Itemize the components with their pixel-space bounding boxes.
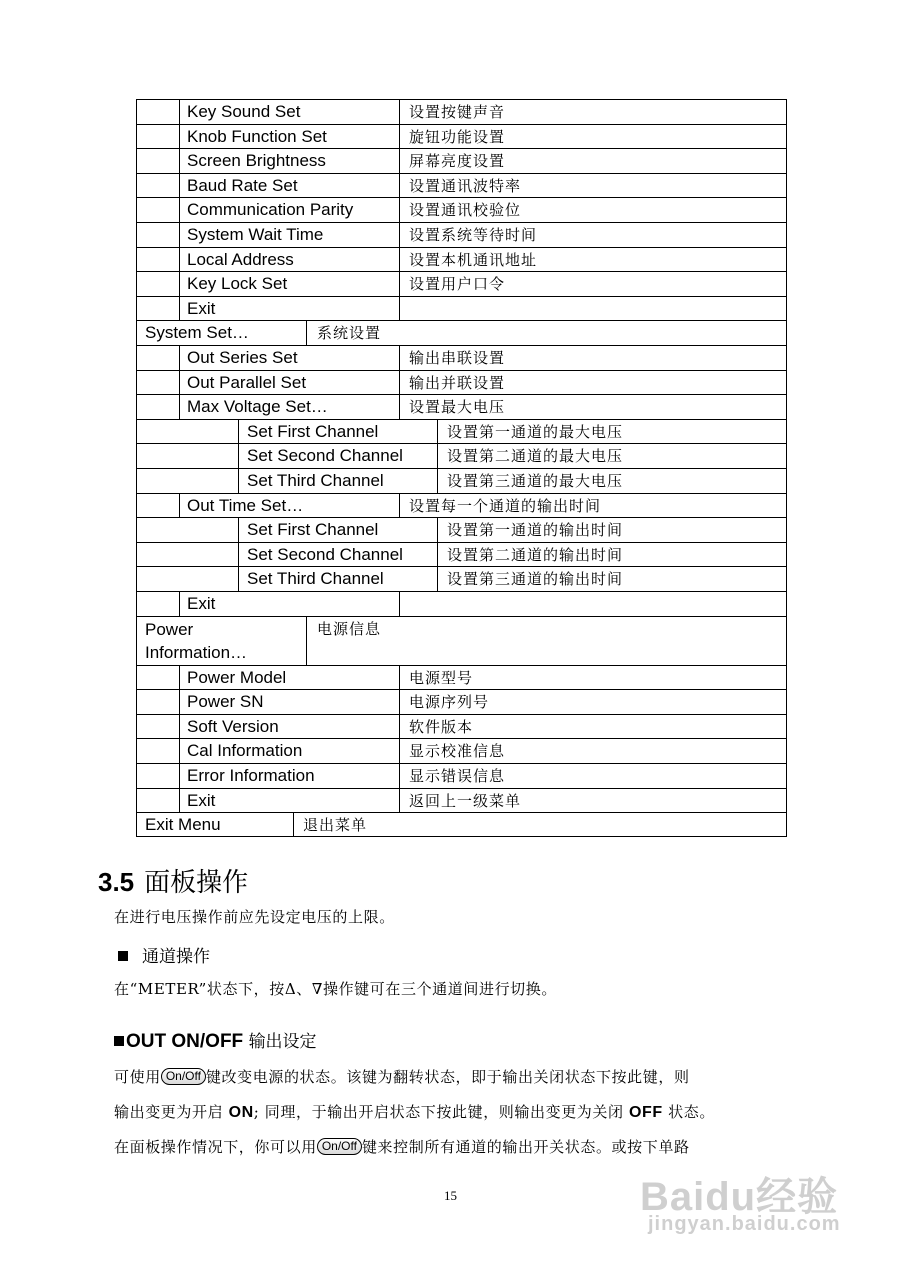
watermark-logo: Baidu经验 <box>640 1175 839 1219</box>
table-row <box>136 222 787 247</box>
menu-item-en: Screen Brightness <box>187 151 326 171</box>
menu-item-zh: 设置通讯校验位 <box>409 201 522 220</box>
menu-item-zh: 设置第三通道的最大电压 <box>447 472 624 490</box>
column-divider <box>399 764 400 788</box>
column-divider <box>399 248 400 272</box>
column-divider <box>399 371 400 395</box>
menu-item-en: Set First Channel <box>247 520 379 540</box>
menu-item-en: Set Third Channel <box>247 569 384 589</box>
table-row <box>136 148 787 173</box>
menu-item-zh: 设置本机通讯地址 <box>409 250 538 269</box>
table-row <box>136 247 787 272</box>
menu-item-en: Power Information… <box>145 619 248 662</box>
bullet-square-icon <box>114 1036 124 1046</box>
menu-item-en: Out Series Set <box>187 348 298 367</box>
column-divider <box>399 494 400 518</box>
menu-item-zh: 设置每一个通道的输出时间 <box>409 496 602 515</box>
menu-item-zh: 设置按键声音 <box>409 103 506 121</box>
table-row <box>136 296 787 321</box>
menu-item-en: Out Time Set… <box>187 495 304 515</box>
table-row <box>136 665 787 690</box>
menu-item-zh: 旋钮功能设置 <box>409 127 506 146</box>
table-row <box>136 468 787 493</box>
menu-item-zh: 输出串联设置 <box>409 349 506 367</box>
column-divider <box>306 321 307 345</box>
menu-item-zh: 电源信息 <box>317 619 382 638</box>
column-divider <box>437 543 438 567</box>
table-row <box>136 197 787 222</box>
watermark-url: jingyan.baidu.com <box>648 1213 841 1235</box>
page-number: 15 <box>444 1188 457 1203</box>
menu-item-zh: 设置第二通道的最大电压 <box>447 447 624 466</box>
table-row <box>136 173 787 198</box>
menu-item-en: Knob Function Set <box>187 126 327 146</box>
table-row <box>136 517 787 542</box>
menu-item-en: Power Model <box>187 667 287 687</box>
column-divider <box>238 543 239 567</box>
table-row <box>136 271 787 296</box>
column-divider <box>179 739 180 763</box>
menu-item-en: Exit <box>187 298 216 318</box>
menu-item-zh: 屏幕亮度设置 <box>409 152 506 171</box>
menu-item-en: Key Lock Set <box>187 274 288 294</box>
column-divider <box>399 715 400 739</box>
menu-item-en: Out Parallel Set <box>187 372 307 392</box>
menu-item-en: Cal Information <box>187 741 303 761</box>
channel-text: 在“METER”状态下，按Δ、∇操作键可在三个通道间进行切换。 <box>114 980 557 998</box>
column-divider <box>437 469 438 493</box>
on-off-key-icon: On/Off <box>317 1138 362 1155</box>
menu-item-zh: 电源序列号 <box>409 693 490 712</box>
menu-item-zh: 设置第一通道的输出时间 <box>447 521 624 540</box>
menu-item-zh: 设置最大电压 <box>409 398 506 417</box>
menu-item-zh: 设置第二通道的输出时间 <box>447 545 624 564</box>
bullet-square-icon <box>118 951 128 961</box>
column-divider <box>179 149 180 173</box>
channel-heading: 通道操作 <box>118 942 210 967</box>
column-divider <box>179 223 180 247</box>
column-divider <box>399 395 400 419</box>
menu-item-en: System Wait Time <box>187 225 324 244</box>
column-divider <box>399 739 400 763</box>
paragraph-line-3: 在面板操作情况下，你可以用 On/Off 键来控制所有通道的输出开关状态。或按下单路 <box>114 1138 690 1156</box>
column-divider <box>179 764 180 788</box>
column-divider <box>179 789 180 813</box>
menu-item-en: Set Second Channel <box>247 446 403 466</box>
table-row <box>136 493 787 518</box>
column-divider <box>399 272 400 296</box>
menu-item-en: Set Third Channel <box>247 471 384 490</box>
table-row <box>136 591 787 616</box>
paragraph-line-2: 输出变更为开启 ON; 同理，于输出开启状态下按此键，则输出变更为关闭 OFF 状态。 <box>114 1103 715 1121</box>
section-heading: 3.5 面板操作 <box>98 867 249 898</box>
column-divider <box>179 592 180 616</box>
column-divider <box>437 444 438 468</box>
table-row <box>136 345 787 370</box>
menu-item-en: Key Sound Set <box>187 102 301 121</box>
column-divider <box>437 518 438 542</box>
menu-item-en: Baud Rate Set <box>187 175 298 195</box>
menu-item-zh: 输出并联设置 <box>409 373 506 392</box>
column-divider <box>399 174 400 198</box>
menu-item-zh: 系统设置 <box>317 324 382 343</box>
menu-item-en: Soft Version <box>187 716 279 736</box>
table-row <box>136 370 787 395</box>
column-divider <box>238 518 239 542</box>
column-divider <box>399 149 400 173</box>
menu-item-zh: 设置系统等待时间 <box>409 226 538 244</box>
menu-item-en: System Set… <box>145 323 249 343</box>
menu-item-zh: 设置通讯波特率 <box>409 176 522 195</box>
column-divider <box>179 715 180 739</box>
column-divider <box>238 469 239 493</box>
table-row <box>136 443 787 468</box>
column-divider <box>179 690 180 714</box>
column-divider <box>179 198 180 222</box>
menu-item-en: Set Second Channel <box>247 544 403 564</box>
table-row <box>136 542 787 567</box>
column-divider <box>399 198 400 222</box>
column-divider <box>179 174 180 198</box>
menu-item-en: Exit <box>187 790 216 810</box>
column-divider <box>238 567 239 591</box>
column-divider <box>179 494 180 518</box>
table-row <box>136 763 787 788</box>
menu-item-zh: 设置第一通道的最大电压 <box>447 422 624 441</box>
table-row <box>136 689 787 714</box>
column-divider <box>179 395 180 419</box>
menu-item-en: Exit Menu <box>145 815 221 835</box>
column-divider <box>399 346 400 370</box>
column-divider <box>179 100 180 124</box>
column-divider <box>238 420 239 444</box>
column-divider <box>399 125 400 149</box>
table-row <box>136 320 787 345</box>
column-divider <box>179 346 180 370</box>
menu-item-en: Power SN <box>187 692 264 712</box>
column-divider <box>399 690 400 714</box>
table-row <box>136 99 787 124</box>
table-row <box>136 788 787 813</box>
column-divider <box>399 789 400 813</box>
column-divider <box>399 100 400 124</box>
column-divider <box>179 371 180 395</box>
menu-item-en: Exit <box>187 594 216 613</box>
on-off-key-icon: On/Off <box>161 1068 206 1085</box>
column-divider <box>293 813 294 836</box>
baidu-watermark <box>640 1165 841 1235</box>
column-divider <box>399 666 400 690</box>
column-divider <box>179 666 180 690</box>
column-divider <box>399 592 400 616</box>
menu-item-zh: 软件版本 <box>409 717 474 736</box>
menu-item-zh: 设置用户口令 <box>409 275 506 294</box>
table-row <box>136 419 787 444</box>
table-row <box>136 714 787 739</box>
table-row <box>136 566 787 591</box>
column-divider <box>399 223 400 247</box>
column-divider <box>179 297 180 321</box>
table-row <box>136 124 787 149</box>
intro-text: 在进行电压操作前应先设定电压的上限。 <box>114 908 395 926</box>
menu-item-en: Set First Channel <box>247 421 379 441</box>
menu-item-zh: 返回上一级菜单 <box>409 791 522 810</box>
column-divider <box>306 617 307 665</box>
table-row <box>136 812 787 837</box>
menu-item-en: Local Address <box>187 249 294 269</box>
menu-item-en: Max Voltage Set… <box>187 397 328 417</box>
column-divider <box>238 444 239 468</box>
column-divider <box>437 420 438 444</box>
menu-item-en: Communication Parity <box>187 200 354 220</box>
column-divider <box>179 125 180 149</box>
out-heading: OUT ON/OFF 输出设定 <box>114 1027 317 1053</box>
menu-item-en: Error Information <box>187 766 315 785</box>
menu-item-zh: 设置第三通道的输出时间 <box>447 570 624 589</box>
menu-item-zh: 电源型号 <box>409 668 474 687</box>
column-divider <box>179 272 180 296</box>
column-divider <box>437 567 438 591</box>
table-row <box>136 738 787 763</box>
menu-item-zh: 退出菜单 <box>303 816 368 835</box>
table-row <box>136 616 787 665</box>
menu-item-zh: 显示错误信息 <box>409 767 506 785</box>
table-row <box>136 394 787 419</box>
column-divider <box>179 248 180 272</box>
column-divider <box>399 297 400 321</box>
menu-item-zh: 显示校准信息 <box>409 742 506 761</box>
paragraph-line-1: 可使用 On/Off 键改变电源的状态。该键为翻转状态，即于输出关闭状态下按此键，则 <box>114 1068 690 1086</box>
